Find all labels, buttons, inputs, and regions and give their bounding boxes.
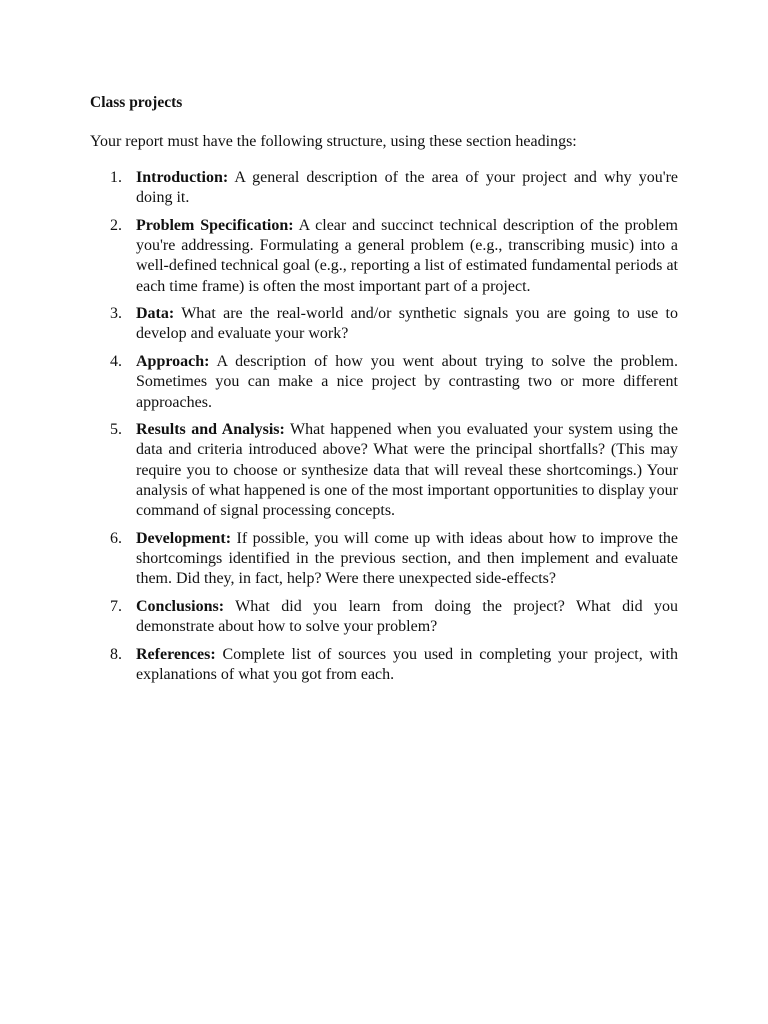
section-item-data	[90, 304, 678, 344]
section-list	[90, 168, 678, 685]
section-text: What are the real-world and/or synthetic signals you are going to use to develop and evaluate your work?	[136, 305, 678, 343]
section-text: A description of how you went about trying to solve the problem. Sometimes you can make a nice project by contrasting two or more different approaches.	[136, 353, 678, 411]
section-item-results-and-analysis	[90, 420, 678, 521]
section-text: What happened when you evaluated your system using the data and criteria introduced above? What were the principal shortfalls? (This may require you to choose or synthesize data that will reveal these shortcomings.) Your analysis of what happened is one of the most important opportunities to display your command of signal processing concepts.	[136, 421, 679, 520]
section-text: Complete list of sources you used in completing your project, with explanations of what you got from each.	[136, 645, 678, 683]
section-heading: References:	[136, 645, 216, 663]
section-heading: Introduction:	[136, 169, 229, 186]
section-number: 2.	[110, 216, 122, 234]
section-item-conclusions	[90, 597, 678, 637]
section-number: 1.	[110, 169, 122, 186]
section-item-references	[90, 645, 678, 685]
section-item-development	[90, 529, 678, 590]
section-number: 8.	[110, 645, 122, 663]
section-heading: Problem Specification:	[136, 216, 294, 234]
section-text: A clear and succinct technical description of the problem you're addressing. Formulating a general problem (e.g., transcribing music) into a well-defined technical goal (e.g., reporting a list of estimated fundamental periods at each time frame) is often the most important part of a project.	[136, 216, 679, 295]
section-number: 7.	[110, 597, 122, 615]
section-text: A general description of the area of your project and why you're doing it.	[136, 169, 678, 207]
section-heading: Data:	[136, 305, 175, 323]
section-text: What did you learn from doing the project? What did you demonstrate about how to solve your problem?	[136, 597, 678, 636]
document-title: Class projects	[90, 94, 183, 111]
section-heading: Results and Analysis:	[136, 421, 285, 439]
section-text: If possible, you will come up with ideas about how to improve the shortcomings identified in the previous section, and then implement and evaluate them. Did they, in fact, help? Were there unexpected side-effects?	[136, 529, 678, 588]
document-page	[90, 93, 678, 693]
section-heading: Conclusions:	[136, 597, 225, 615]
section-item-problem-specification	[90, 216, 678, 297]
section-number: 3.	[110, 305, 122, 323]
section-number: 5.	[110, 421, 122, 439]
intro-paragraph: Your report must have the following structure, using these section headings:	[90, 133, 577, 150]
section-heading: Approach:	[136, 353, 210, 371]
section-heading: Development:	[136, 529, 232, 547]
section-item-introduction	[90, 168, 678, 208]
section-item-approach	[90, 352, 678, 413]
section-number: 4.	[110, 353, 122, 371]
section-number: 6.	[110, 529, 122, 547]
